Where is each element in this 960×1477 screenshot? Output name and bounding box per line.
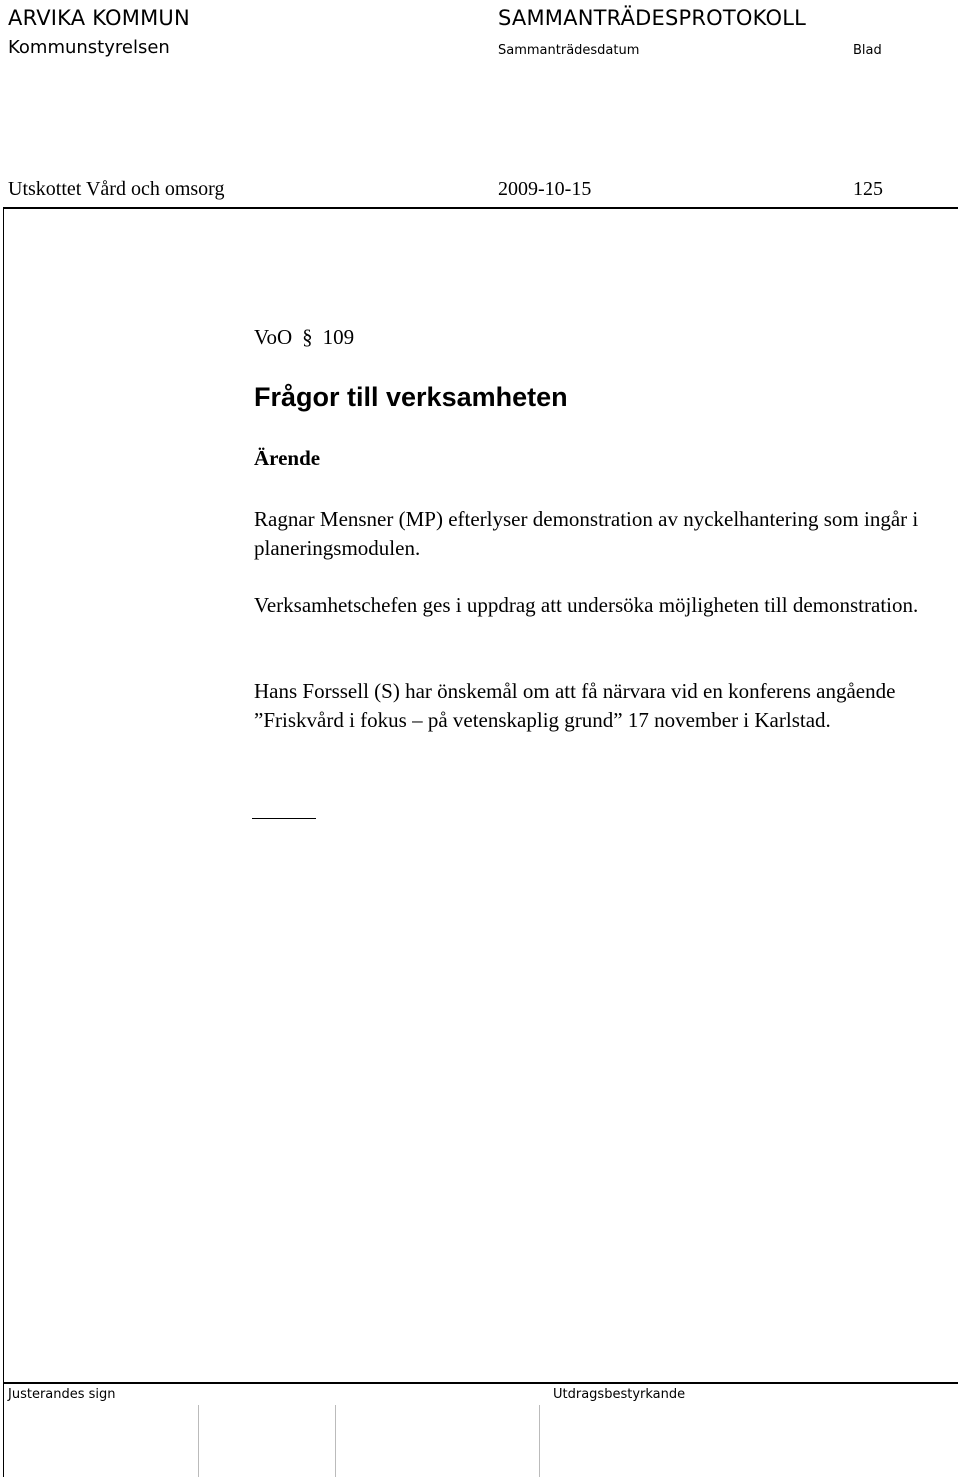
committee-name: Utskottet Vård och omsorg — [8, 178, 225, 200]
signature-box-divider — [539, 1405, 540, 1477]
left-margin-rule — [3, 207, 4, 1477]
footer-rule — [3, 1382, 958, 1384]
page-number: 125 — [853, 178, 883, 200]
organization-name: ARVIKA KOMMUN — [8, 6, 190, 30]
paragraph: Hans Forssell (S) har önskemål om att få närvara vid en konferens angående ”Friskvård i fokus – på vetenskaplig grund” 17 november i Karlstad. — [254, 679, 896, 732]
paragraph: Verksamhetschefen ges i uppdrag att undersöka möjligheten till demonstration. — [254, 593, 919, 617]
document-type: SAMMANTRÄDESPROTOKOLL — [498, 6, 806, 30]
section-title: Frågor till verksamheten — [254, 382, 568, 412]
signature-box-divider — [335, 1405, 336, 1477]
page-label: Blad — [853, 43, 882, 58]
meeting-date: 2009-10-15 — [498, 178, 592, 200]
department-name: Kommunstyrelsen — [8, 37, 170, 58]
section-prefix: VoO — [254, 325, 293, 349]
section-subheading: Ärende — [254, 446, 321, 470]
meeting-date-label: Sammanträdesdatum — [498, 43, 640, 58]
extract-certification-label: Utdragsbestyrkande — [553, 1387, 686, 1402]
section-symbol: § — [302, 325, 313, 349]
paragraph: Ragnar Mensner (MP) efterlyser demonstration av nyckelhantering som ingår i planeringsmodulen. — [254, 507, 919, 560]
adjuster-signature-label: Justerandes sign — [8, 1387, 116, 1402]
signature-line — [252, 818, 316, 819]
section-reference — [254, 325, 354, 350]
header-rule — [3, 207, 958, 209]
section-number: 109 — [322, 325, 355, 349]
signature-box-divider — [198, 1405, 199, 1477]
